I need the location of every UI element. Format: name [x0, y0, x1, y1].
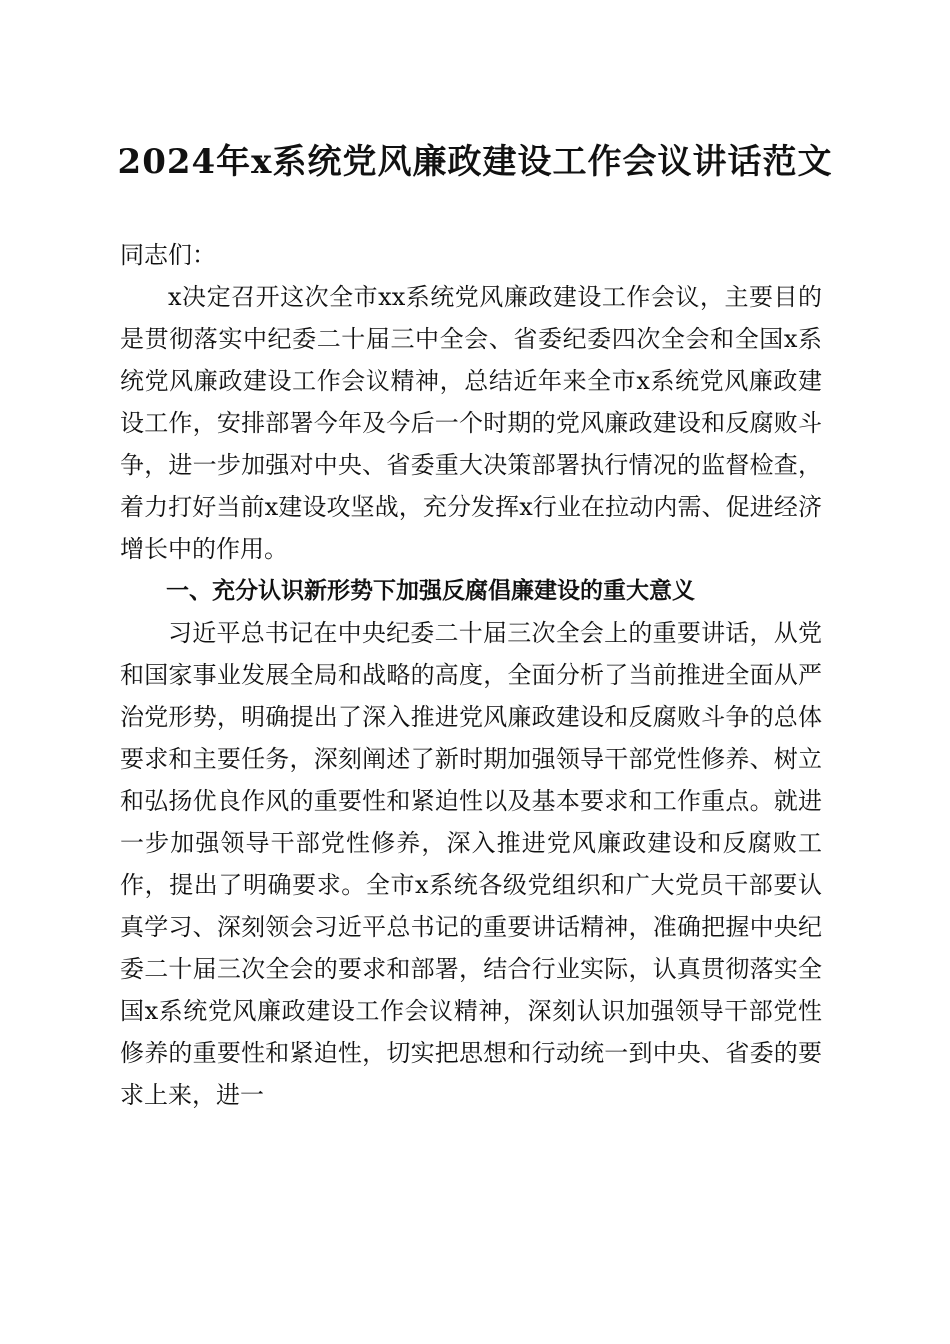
- document-title: 2024年x系统党风廉政建设工作会议讲话范文: [117, 142, 833, 182]
- document-body: [120, 234, 822, 1116]
- section-paragraph: 习近平总书记在中央纪委二十届三次全会上的重要讲话，从党和国家事业发展全局和战略的高度，全面分析了当前推进全面从严治党形势，明确提出了深入推进党风廉政建设和反腐败斗争的总体要求和主要任务，深刻阐述了新时期加强领导干部党性修养、树立和弘扬优良作风的重要性和紧迫性以及基本要求和工作重点。就进一步加强领导干部党性修养，深入推进党风廉政建设和反腐败工作，提出了明确要求。全市x系统各级党组织和广大党员干部要认真学习、深刻领会习近平总书记的重要讲话精神，准确把握中央纪委二十届三次全会的要求和部署，结合行业实际，认真贯彻落实全国x系统党风廉政建设工作会议精神，深刻认识加强领导干部党性修养的重要性和紧迫性，切实把思想和行动统一到中央、省委的要求上来，进一: [120, 619, 822, 1109]
- section-heading: 一、充分认识新形势下加强反腐倡廉建设的重大意义: [166, 578, 695, 604]
- salutation: 同志们：: [120, 241, 216, 269]
- intro-paragraph: x决定召开这次全市xx系统党风廉政建设工作会议，主要目的是贯彻落实中纪委二十届三中全会、省委纪委四次全会和全国x系统党风廉政建设工作会议精神，总结近年来全市x系统党风廉政建设工作，安排部署今年及今后一个时期的党风廉政建设和反腐败斗争，进一步加强对中央、省委重大决策部署执行情况的监督检查，着力打好当前x建设攻坚战，充分发挥x行业在拉动内需、促进经济增长中的作用。: [120, 283, 822, 563]
